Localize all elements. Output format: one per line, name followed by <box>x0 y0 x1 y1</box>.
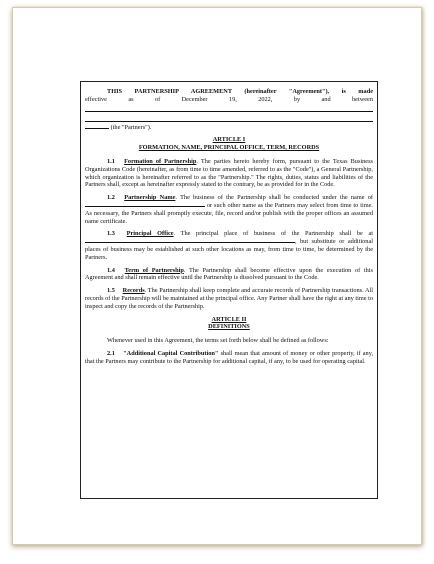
section-number: 1.3 <box>107 230 115 238</box>
agreement-title-text: THIS PARTNERSHIP AGREEMENT (hereinafter "Agreement"), is made <box>107 88 373 95</box>
section-title: Principal Office <box>126 230 174 238</box>
section-1-1: 1.1 Formation of Partnership. The parties hereto hereby form, pursuant to the Texas Business Organizations Code (hereinafter, as from time to time amended, referred to as the "Code"), a General Partnership, which organization is hereinafter referred to as the "Partnership." The rights, duties, status and liabilities of the Partners shall, except as hereinafter expressly stated to the contrary, be as provided for in the Code. <box>85 157 373 189</box>
section-number: 1.2 <box>107 194 115 202</box>
defined-term: "Additional Capital Contribution" <box>123 349 219 357</box>
section-text-after: , but substitute or additional places of business may be established at such other locations as may, from time to time, be determined by the Partners. <box>85 238 373 261</box>
definitions-intro: Whenever used in this Agreement, the terms set forth below shall be defined as follows: <box>107 337 329 345</box>
section-title: Formation of Partnership <box>124 157 197 165</box>
partners-line <box>85 124 373 132</box>
section-2-1 <box>85 350 373 366</box>
section-number: 1.4 <box>107 266 115 274</box>
section-1-5: 1.5 Records. The Partnership shall keep complete and accurate records of Partnership transactions. All records of the Partnership will be maintained at the principal office. Any Partner shall have the right at any time to inspect and copy the records of the Partnership. <box>85 287 373 310</box>
section-text-after: or such other name as the Partners may select from time to time. As necessary, the Partners shall promptly execute, file, record and/or publish with the proper offices an assumed name certificate. <box>85 201 373 225</box>
article-2-subtitle: DEFINITIONS <box>208 323 250 331</box>
section-text: The Partnership shall become effective upon the execution of this Agreement and shall remain effective until the Partnership is dissolved pursuant to the Code. <box>85 266 373 282</box>
document-page <box>80 81 378 499</box>
intro-line-1 <box>85 88 373 96</box>
section-text: The parties hereto hereby form, pursuant to the Texas Business Organizations Code (hereinafter, as from time to time amended, referred to as the "Code"), a General Partnership, which organization is hereinafter referred to as the "Partnership." The rights, duties, status and liabilities of the Partners shall, except as hereinafter expressly stated to the contrary, be as provided for in the Code. <box>85 157 373 189</box>
partners-suffix: (the "Partners"). <box>110 123 152 131</box>
party-blank-line-1 <box>85 104 373 112</box>
section-1-2: 1.2 Partnership Name. The business of the Partnership shall be conducted under the name of or such other name as the Partners may select from time to time. As necessary, the Partners shall promptly execute, file, record and/or publish with the proper offices an assumed name certificate. <box>85 194 373 225</box>
intro-line-2: effective as of December 19, 2022, by and between <box>85 95 373 103</box>
definition-text: shall mean that amount of money or other property, if any, that the Partners may contribute to the Partnership for additional capital, if any, to be used for operating capital. <box>85 349 374 365</box>
section-1-4: 1.4 Term of Partnership. The Partnership shall become effective upon the execution of this Agreement and shall remain effective until the Partnership is dissolved pursuant to the Code. <box>85 266 373 282</box>
partner-blank <box>85 128 109 129</box>
partnership-name-blank <box>85 206 205 207</box>
article-2-title: ARTICLE II <box>211 315 247 323</box>
section-number: 1.1 <box>107 157 115 165</box>
section-number: 1.5 <box>107 287 115 295</box>
article-1-title: ARTICLE I <box>212 136 246 144</box>
section-title: Records <box>122 287 145 295</box>
section-1-3: 1.3 Principal Office. The principal place of business of the Partnership shall be at , but substitute or additional places of business may be established at such other locations as may, from time to time, be determined by the Partners. <box>85 230 373 261</box>
section-number: 2.1 <box>107 349 115 357</box>
section-text-before: The business of the Partnership shall be conducted under the name of <box>180 194 373 202</box>
page-frame <box>12 7 422 545</box>
section-text-before: The principal place of business of the Partnership shall be at <box>180 230 373 238</box>
section-title: Term of Partnership <box>124 266 184 274</box>
section-text: The Partnership shall keep complete and accurate records of Partnership transactions. All records of the Partnership will be maintained at the principal office. Any Partner shall have the right at any time to inspect and copy the records of the Partnership. <box>85 287 373 310</box>
section-title: Partnership Name <box>124 194 176 202</box>
party-blank-line-2 <box>85 114 373 122</box>
principal-office-blank <box>85 242 295 243</box>
article-1-subtitle: FORMATION, NAME, PRINCIPAL OFFICE, TERM, RECORDS <box>138 144 320 152</box>
